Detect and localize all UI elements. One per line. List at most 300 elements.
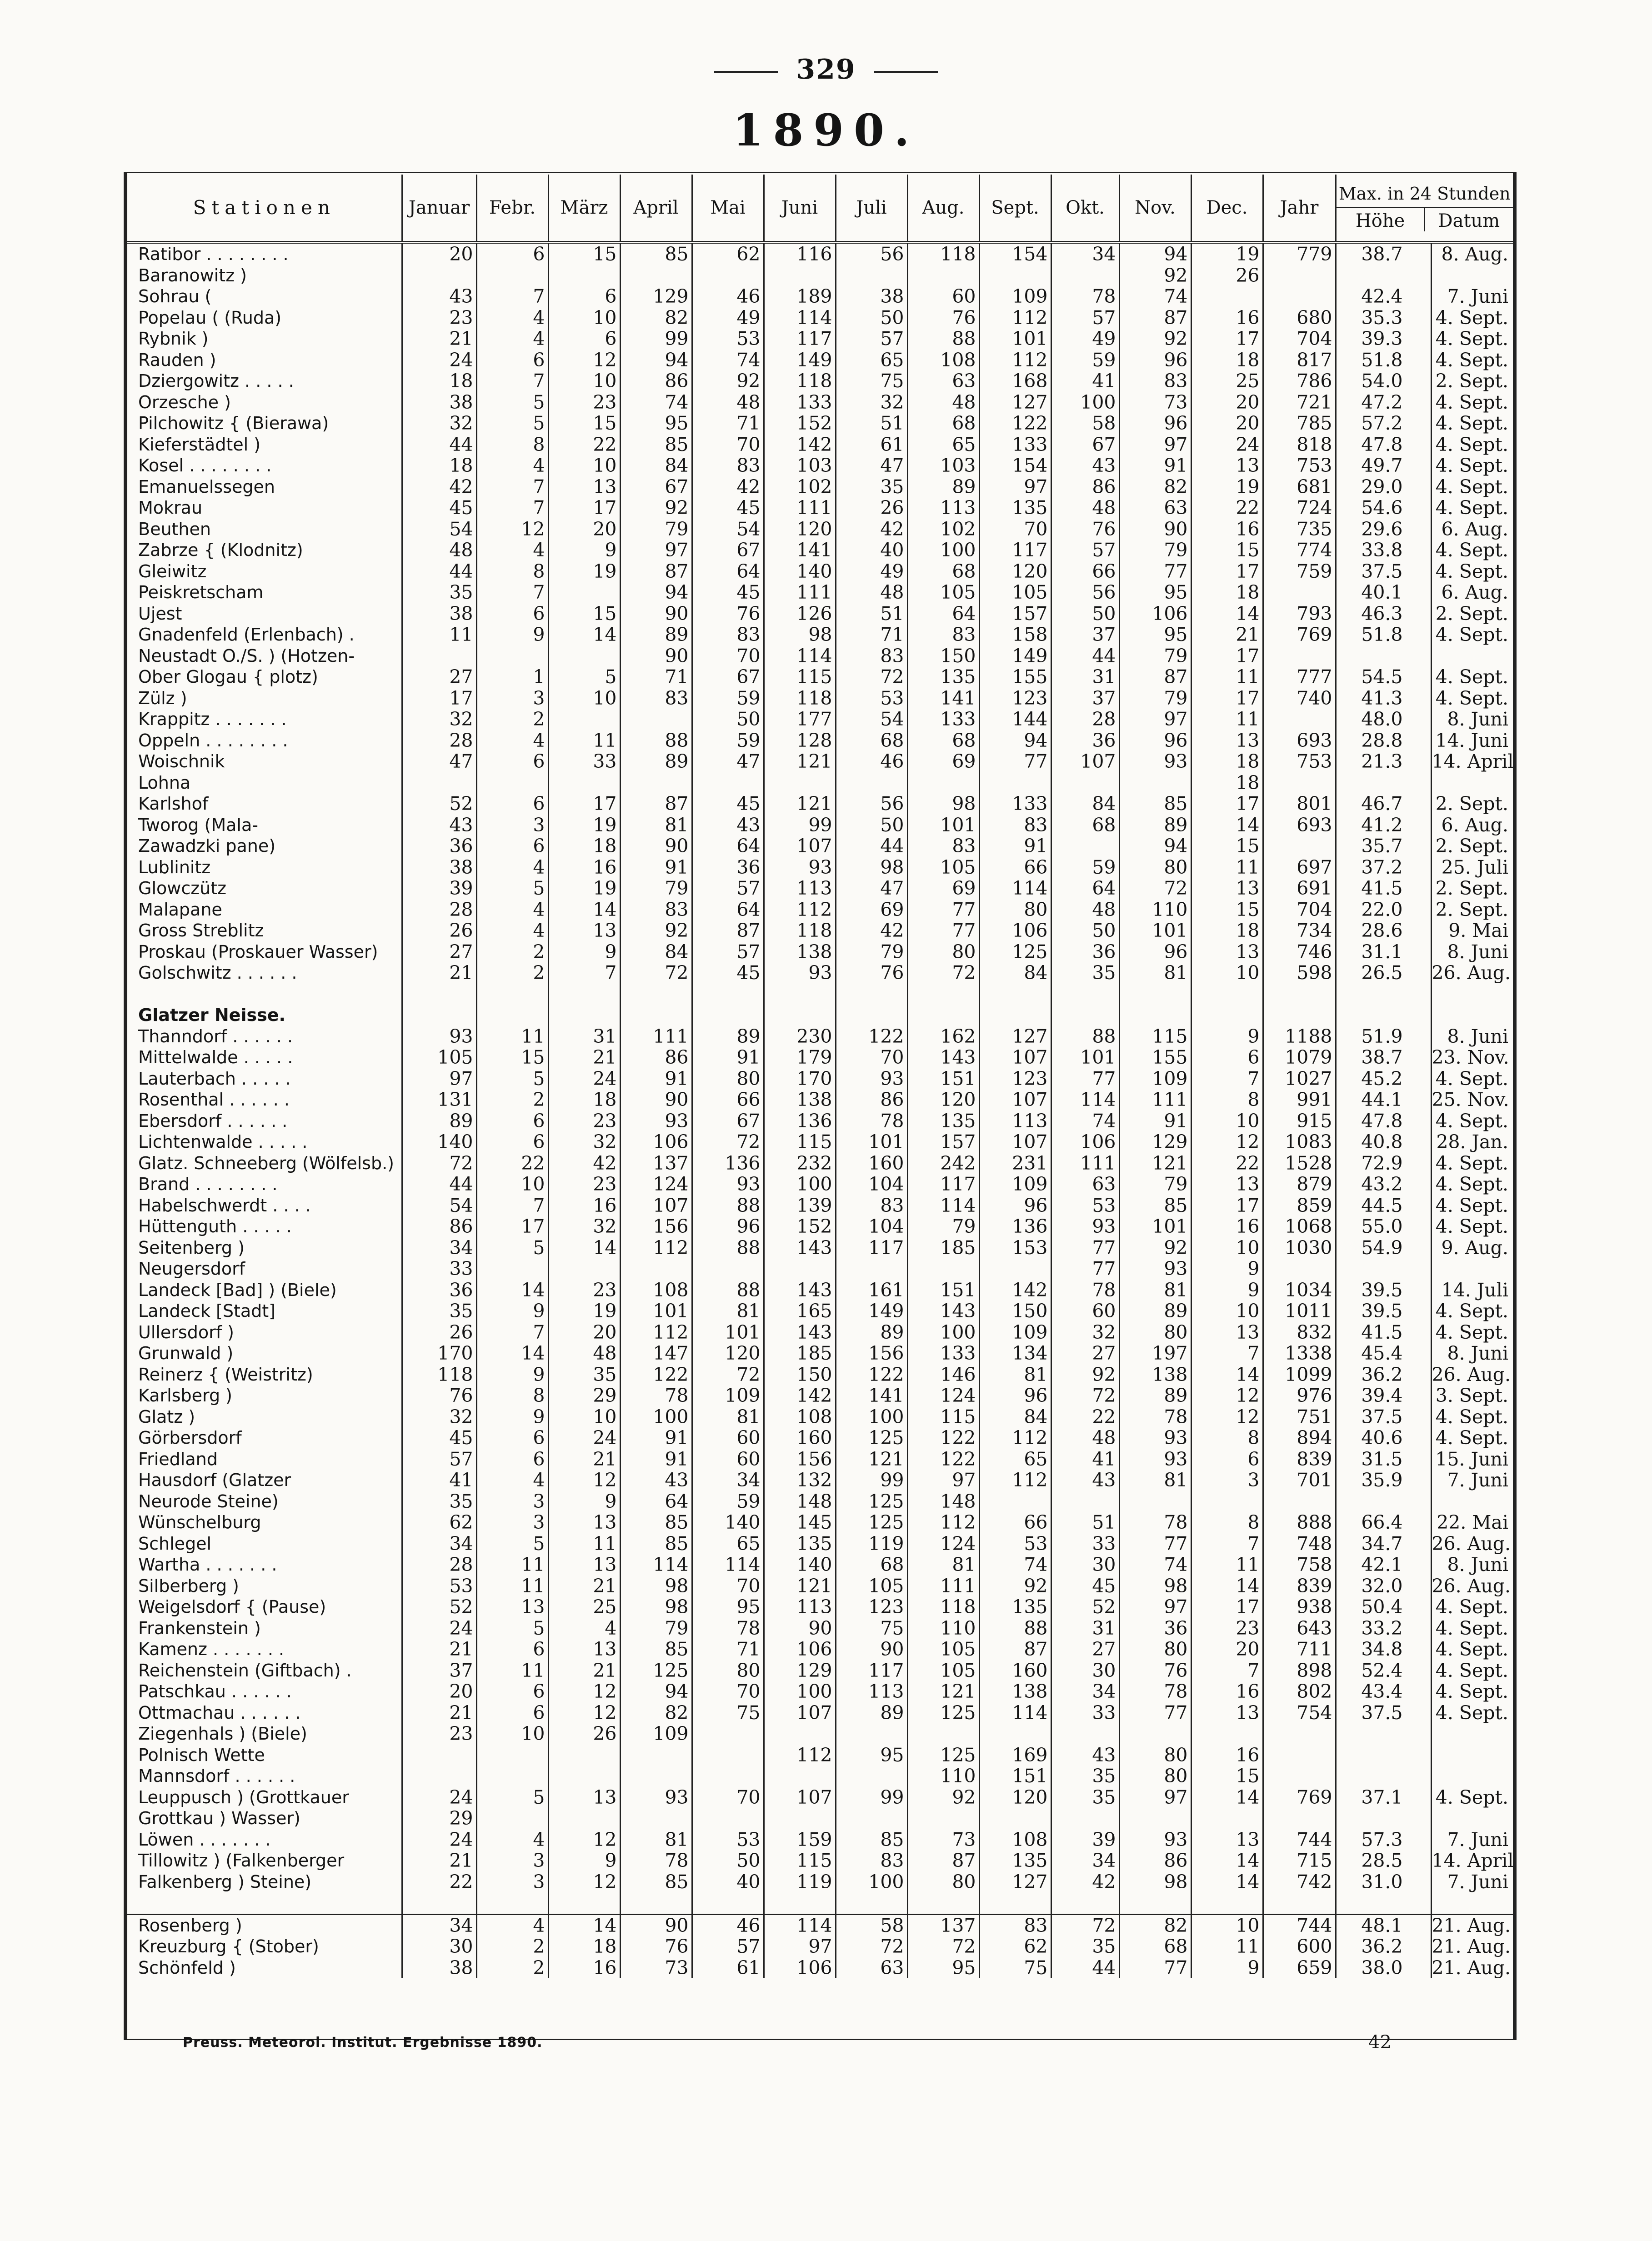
month-value-cell: 69 <box>836 899 907 920</box>
month-value-cell: 34 <box>1051 242 1119 265</box>
month-value-cell: 12 <box>1191 1385 1263 1406</box>
table-row <box>127 899 1513 920</box>
month-value-cell: 13 <box>548 1512 620 1533</box>
month-value-cell: 141 <box>764 540 836 561</box>
month-value-cell: 232 <box>764 1153 836 1174</box>
month-value-cell: 20 <box>548 1322 620 1343</box>
year-total-cell: 742 <box>1263 1871 1336 1893</box>
table-row <box>127 1364 1513 1386</box>
empty-cell <box>1336 1005 1431 1026</box>
month-value-cell <box>1119 1723 1191 1745</box>
month-value-cell: 112 <box>979 350 1051 371</box>
month-value-cell: 91 <box>620 1449 692 1470</box>
month-value-cell: 61 <box>836 434 907 455</box>
spacer-cell <box>764 984 836 1005</box>
month-value-cell: 109 <box>620 1723 692 1745</box>
table-row <box>127 1914 1513 1936</box>
month-value-cell: 12 <box>1191 1406 1263 1428</box>
header-month: Jahr <box>1263 175 1336 242</box>
month-value-cell: 97 <box>907 1470 979 1491</box>
month-value-cell: 21 <box>402 1850 476 1871</box>
month-value-cell: 135 <box>979 1596 1051 1618</box>
max-height-cell: 34.7 <box>1336 1533 1431 1555</box>
month-value-cell: 134 <box>979 1343 1051 1364</box>
month-value-cell: 18 <box>548 1089 620 1110</box>
month-value-cell: 54 <box>836 709 907 730</box>
month-value-cell: 83 <box>692 624 764 645</box>
max-date-cell: 7. Juni <box>1431 286 1513 307</box>
month-value-cell: 122 <box>979 413 1051 434</box>
month-value-cell: 150 <box>907 645 979 667</box>
month-value-cell: 35 <box>402 582 476 603</box>
month-value-cell: 42 <box>692 476 764 498</box>
month-value-cell <box>692 1808 764 1829</box>
station-name: Rosenberg ) <box>127 1914 402 1936</box>
month-value-cell <box>907 772 979 794</box>
month-value-cell: 79 <box>1119 688 1191 709</box>
month-value-cell: 125 <box>979 941 1051 963</box>
max-date-cell: 4. Sept. <box>1431 1110 1513 1132</box>
station-name: Leuppusch ) (Grottkauer <box>138 1787 349 1807</box>
month-value-cell: 20 <box>1191 413 1263 434</box>
table-row <box>127 1089 1513 1110</box>
station-name: Lublinitz <box>138 857 211 877</box>
max-height-cell: 43.4 <box>1336 1681 1431 1702</box>
month-value-cell: 70 <box>692 434 764 455</box>
month-value-cell: 138 <box>764 1089 836 1110</box>
month-value-cell: 85 <box>620 1512 692 1533</box>
month-value-cell: 141 <box>836 1385 907 1406</box>
month-value-cell: 170 <box>764 1068 836 1090</box>
month-value-cell: 7 <box>476 1322 548 1343</box>
header-max-title: Max. in 24 Stunden <box>1338 184 1511 204</box>
month-value-cell: 15 <box>548 413 620 434</box>
max-date-cell: 25. Nov. <box>1431 1089 1513 1110</box>
month-value-cell: 19 <box>548 815 620 836</box>
month-value-cell: 4 <box>476 899 548 920</box>
max-height-cell: 43.2 <box>1336 1174 1431 1195</box>
station-name: Popelau ( (Ruda) <box>138 307 282 328</box>
month-value-cell: 84 <box>979 1406 1051 1428</box>
station-name: Golschwitz . . . . . . <box>138 963 297 983</box>
month-value-cell: 88 <box>1051 1026 1119 1047</box>
month-value-cell: 50 <box>692 709 764 730</box>
month-value-cell: 46 <box>692 1914 764 1936</box>
month-value-cell: 38 <box>402 857 476 878</box>
month-value-cell: 66 <box>692 1089 764 1110</box>
year-total-cell: 817 <box>1263 350 1336 371</box>
month-value-cell: 112 <box>979 1470 1051 1491</box>
max-date-cell: 4. Sept. <box>1431 413 1513 434</box>
month-value-cell: 85 <box>620 434 692 455</box>
month-value-cell: 60 <box>907 286 979 307</box>
month-value-cell: 83 <box>1119 370 1191 392</box>
month-value-cell: 93 <box>764 962 836 984</box>
month-value-cell: 3 <box>476 1512 548 1533</box>
max-height-cell <box>1336 645 1431 667</box>
year-total-cell: 802 <box>1263 1681 1336 1702</box>
month-value-cell: 99 <box>836 1787 907 1808</box>
month-value-cell: 7 <box>476 286 548 307</box>
month-value-cell: 88 <box>692 1280 764 1301</box>
month-value-cell: 28 <box>1051 709 1119 730</box>
month-value-cell: 124 <box>620 1174 692 1195</box>
year-total-cell: 704 <box>1263 899 1336 920</box>
month-value-cell: 11 <box>1191 857 1263 878</box>
month-value-cell <box>1051 1491 1119 1512</box>
spacer-cell <box>692 1892 764 1914</box>
max-date-cell: 4. Sept. <box>1431 1153 1513 1174</box>
month-value-cell: 118 <box>764 688 836 709</box>
month-value-cell: 61 <box>692 1957 764 1979</box>
month-value-cell: 10 <box>1191 1237 1263 1259</box>
month-value-cell: 67 <box>692 540 764 561</box>
month-value-cell: 101 <box>907 815 979 836</box>
month-value-cell: 36 <box>1051 730 1119 751</box>
month-value-cell: 2 <box>476 1936 548 1957</box>
month-value-cell: 77 <box>1051 1237 1119 1259</box>
station-name: Landeck [Stadt] <box>138 1301 275 1321</box>
max-height-cell: 28.6 <box>1336 920 1431 941</box>
max-height-cell: 41.3 <box>1336 688 1431 709</box>
month-value-cell: 140 <box>692 1512 764 1533</box>
month-value-cell: 77 <box>1119 1702 1191 1724</box>
month-value-cell: 80 <box>692 1068 764 1090</box>
month-value-cell: 74 <box>979 1554 1051 1576</box>
month-value-cell: 14 <box>548 899 620 920</box>
max-height-cell: 28.8 <box>1336 730 1431 751</box>
month-value-cell: 93 <box>620 1110 692 1132</box>
max-date-cell <box>1431 265 1513 286</box>
empty-cell <box>979 1005 1051 1026</box>
month-value-cell: 35 <box>1051 1787 1119 1808</box>
month-value-cell: 97 <box>979 476 1051 498</box>
empty-cell <box>907 1005 979 1026</box>
month-value-cell: 148 <box>764 1491 836 1512</box>
station-name: Peiskretscham <box>138 582 264 603</box>
station-name: Dziergowitz . . . . . <box>138 371 294 391</box>
spacer-cell <box>907 984 979 1005</box>
month-value-cell <box>764 772 836 794</box>
max-date-cell: 28. Jan. <box>1431 1131 1513 1153</box>
max-height-cell: 34.8 <box>1336 1639 1431 1660</box>
month-value-cell: 92 <box>1119 328 1191 350</box>
max-height-cell: 44.1 <box>1336 1089 1431 1110</box>
month-value-cell: 230 <box>764 1026 836 1047</box>
station-name: Weigelsdorf { (Pause) <box>138 1597 326 1617</box>
month-value-cell: 4 <box>476 1470 548 1491</box>
month-value-cell: 53 <box>836 688 907 709</box>
month-value-cell: 3 <box>476 1871 548 1893</box>
month-value-cell: 20 <box>1191 1639 1263 1660</box>
month-value-cell: 4 <box>476 328 548 350</box>
year-total-cell: 1011 <box>1263 1301 1336 1322</box>
max-height-cell: 47.8 <box>1336 1110 1431 1132</box>
month-value-cell: 125 <box>907 1702 979 1724</box>
month-value-cell <box>402 1766 476 1787</box>
month-value-cell: 46 <box>692 286 764 307</box>
month-value-cell: 67 <box>1051 434 1119 455</box>
month-value-cell: 29 <box>402 1808 476 1829</box>
max-date-cell: 9. Mai <box>1431 920 1513 941</box>
max-date-cell: 4. Sept. <box>1431 1068 1513 1090</box>
month-value-cell: 111 <box>764 497 836 519</box>
month-value-cell: 12 <box>476 519 548 540</box>
year-total-cell: 759 <box>1263 561 1336 582</box>
month-value-cell: 74 <box>1119 1554 1191 1576</box>
month-value-cell: 81 <box>620 1829 692 1851</box>
month-value-cell: 45 <box>692 793 764 815</box>
station-name: Ottmachau . . . . . . <box>138 1702 301 1723</box>
month-value-cell: 9 <box>476 624 548 645</box>
table-row <box>127 603 1513 625</box>
month-value-cell: 49 <box>836 561 907 582</box>
month-value-cell: 83 <box>836 645 907 667</box>
month-value-cell: 90 <box>764 1618 836 1639</box>
month-value-cell: 65 <box>836 350 907 371</box>
month-value-cell: 60 <box>1051 1301 1119 1322</box>
page-number: 329 <box>0 54 1652 85</box>
month-value-cell: 35 <box>836 476 907 498</box>
month-value-cell: 19 <box>1191 476 1263 498</box>
month-value-cell: 70 <box>692 1681 764 1702</box>
month-value-cell: 6 <box>476 242 548 265</box>
month-value-cell: 32 <box>402 709 476 730</box>
month-value-cell: 72 <box>1051 1914 1119 1936</box>
month-value-cell: 66 <box>1051 561 1119 582</box>
month-value-cell: 2 <box>476 962 548 984</box>
month-value-cell: 6 <box>476 835 548 857</box>
month-value-cell: 15 <box>1191 540 1263 561</box>
month-value-cell: 105 <box>979 582 1051 603</box>
month-value-cell: 70 <box>836 1047 907 1068</box>
max-date-cell: 14. April <box>1432 750 1514 773</box>
month-value-cell: 83 <box>620 899 692 920</box>
month-value-cell: 98 <box>836 857 907 878</box>
month-value-cell: 45 <box>692 582 764 603</box>
month-value-cell: 95 <box>1119 582 1191 603</box>
station-name: Baranowitz ) <box>138 265 247 285</box>
month-value-cell: 30 <box>1051 1660 1119 1681</box>
station-name: Neugersdorf <box>138 1259 245 1279</box>
max-height-cell: 47.8 <box>1336 434 1431 455</box>
month-value-cell: 26 <box>548 1723 620 1745</box>
max-height-cell: 35.7 <box>1336 835 1431 857</box>
month-value-cell: 47 <box>692 751 764 772</box>
month-value-cell: 152 <box>764 413 836 434</box>
month-value-cell: 147 <box>620 1343 692 1364</box>
table-row <box>127 1131 1513 1153</box>
max-date-cell: 2. Sept. <box>1431 370 1513 392</box>
max-date-cell: 2. Sept. <box>1431 603 1513 625</box>
max-height-cell: 48.0 <box>1336 709 1431 730</box>
month-value-cell: 143 <box>907 1047 979 1068</box>
month-value-cell: 139 <box>764 1195 836 1216</box>
month-value-cell: 12 <box>548 1829 620 1851</box>
station-name: Emanuelssegen <box>138 476 275 497</box>
month-value-cell: 51 <box>1051 1512 1119 1533</box>
month-value-cell: 38 <box>402 603 476 625</box>
month-value-cell: 89 <box>1119 1385 1191 1406</box>
month-value-cell: 7 <box>476 497 548 519</box>
month-value-cell: 40 <box>836 540 907 561</box>
month-value-cell <box>1191 1723 1263 1745</box>
station-name: Oppeln . . . . . . . . <box>138 730 288 750</box>
year-total-cell: 701 <box>1263 1470 1336 1491</box>
max-date-cell: 4. Sept. <box>1431 307 1513 329</box>
table-row <box>127 1280 1513 1301</box>
month-value-cell: 30 <box>402 1936 476 1957</box>
month-value-cell: 18 <box>402 370 476 392</box>
month-value-cell: 35 <box>1051 1766 1119 1787</box>
month-value-cell: 71 <box>836 624 907 645</box>
month-value-cell: 145 <box>764 1512 836 1533</box>
month-value-cell: 12 <box>548 1470 620 1491</box>
max-height-cell: 37.5 <box>1336 1702 1431 1724</box>
table-row <box>127 1936 1513 1957</box>
month-value-cell: 84 <box>620 455 692 476</box>
month-value-cell: 33 <box>548 751 620 772</box>
month-value-cell: 9 <box>1191 1280 1263 1301</box>
month-value-cell <box>764 1808 836 1829</box>
max-height-cell: 33.2 <box>1336 1618 1431 1639</box>
month-value-cell: 85 <box>1119 793 1191 815</box>
month-value-cell: 15 <box>548 603 620 625</box>
month-value-cell: 111 <box>907 1576 979 1597</box>
year-total-cell <box>1263 286 1336 307</box>
month-value-cell: 45 <box>1051 1576 1119 1597</box>
month-value-cell: 112 <box>907 1512 979 1533</box>
spacer-cell <box>620 984 692 1005</box>
month-value-cell: 99 <box>764 815 836 836</box>
month-value-cell: 123 <box>836 1596 907 1618</box>
month-value-cell: 56 <box>1051 582 1119 603</box>
month-value-cell: 95 <box>1119 624 1191 645</box>
max-height-cell: 39.5 <box>1336 1280 1431 1301</box>
month-value-cell: 45 <box>692 497 764 519</box>
year-total-cell: 693 <box>1263 730 1336 751</box>
month-value-cell <box>620 265 692 286</box>
month-value-cell: 64 <box>692 899 764 920</box>
max-height-cell: 42.4 <box>1336 286 1431 307</box>
month-value-cell: 85 <box>620 1533 692 1555</box>
station-name: Falkenberg ) Steine) <box>138 1871 312 1892</box>
month-value-cell <box>476 1766 548 1787</box>
month-value-cell: 158 <box>979 624 1051 645</box>
month-value-cell: 93 <box>402 1026 476 1047</box>
table-row <box>127 1596 1513 1618</box>
month-value-cell: 50 <box>692 1850 764 1871</box>
year-total-cell: 746 <box>1263 941 1336 963</box>
table-row <box>127 835 1513 857</box>
station-name: Proskau (Proskauer Wasser) <box>138 941 378 962</box>
month-value-cell: 24 <box>402 1787 476 1808</box>
month-value-cell: 53 <box>692 328 764 350</box>
month-value-cell: 68 <box>1051 815 1119 836</box>
month-value-cell: 89 <box>620 624 692 645</box>
max-date-cell <box>1431 1723 1513 1745</box>
month-value-cell: 144 <box>979 709 1051 730</box>
month-value-cell: 35 <box>402 1491 476 1512</box>
month-value-cell: 81 <box>620 815 692 836</box>
month-value-cell: 20 <box>402 1681 476 1702</box>
month-value-cell: 9 <box>476 1406 548 1428</box>
table-row <box>127 1554 1513 1576</box>
station-name: Wünschelburg <box>138 1512 261 1533</box>
header-month: Dec. <box>1191 175 1263 242</box>
month-value-cell: 57 <box>692 1936 764 1957</box>
max-height-cell <box>1336 772 1431 794</box>
month-value-cell: 156 <box>764 1449 836 1470</box>
month-value-cell: 72 <box>1119 878 1191 899</box>
month-value-cell: 64 <box>1051 878 1119 899</box>
month-value-cell <box>548 1258 620 1280</box>
station-name: Ujest <box>138 603 182 624</box>
max-date-cell: 4. Sept. <box>1431 624 1513 645</box>
month-value-cell: 86 <box>1119 1850 1191 1871</box>
month-value-cell: 17 <box>1191 1596 1263 1618</box>
max-height-cell: 50.4 <box>1336 1596 1431 1618</box>
month-value-cell: 72 <box>907 962 979 984</box>
year-total-cell <box>1263 835 1336 857</box>
max-height-cell: 54.9 <box>1336 1237 1431 1259</box>
month-value-cell: 107 <box>764 1702 836 1724</box>
month-value-cell: 13 <box>1191 455 1263 476</box>
month-value-cell: 13 <box>1191 1829 1263 1851</box>
month-value-cell: 18 <box>1191 751 1263 772</box>
month-value-cell: 43 <box>402 815 476 836</box>
month-value-cell: 99 <box>620 328 692 350</box>
month-value-cell: 111 <box>1119 1089 1191 1110</box>
month-value-cell: 83 <box>907 835 979 857</box>
empty-cell <box>620 1005 692 1026</box>
month-value-cell: 3 <box>476 1850 548 1871</box>
month-value-cell: 13 <box>1191 1322 1263 1343</box>
header-row <box>127 175 1513 242</box>
month-value-cell <box>620 1258 692 1280</box>
year-total-cell: 1034 <box>1263 1280 1336 1301</box>
month-value-cell: 11 <box>476 1576 548 1597</box>
month-value-cell <box>620 1745 692 1766</box>
month-value-cell: 185 <box>764 1343 836 1364</box>
max-height-cell: 28.5 <box>1336 1850 1431 1871</box>
month-value-cell: 78 <box>1051 1280 1119 1301</box>
month-value-cell: 74 <box>1051 1110 1119 1132</box>
max-date-cell: 4. Sept. <box>1431 1174 1513 1195</box>
month-value-cell: 111 <box>1051 1153 1119 1174</box>
month-value-cell: 15 <box>548 242 620 265</box>
year-total-cell: 769 <box>1263 1787 1336 1808</box>
month-value-cell: 150 <box>764 1364 836 1386</box>
month-value-cell: 54 <box>402 519 476 540</box>
month-value-cell: 4 <box>548 1618 620 1639</box>
month-value-cell <box>1119 772 1191 794</box>
month-value-cell: 72 <box>692 1131 764 1153</box>
month-value-cell: 135 <box>907 666 979 688</box>
month-value-cell: 18 <box>1191 920 1263 941</box>
year-total-cell: 753 <box>1263 751 1336 772</box>
month-value-cell: 129 <box>764 1660 836 1681</box>
header-month: Juni <box>764 175 836 242</box>
month-value-cell: 27 <box>1051 1343 1119 1364</box>
month-value-cell: 82 <box>620 1702 692 1724</box>
month-value-cell: 6 <box>476 1110 548 1132</box>
month-value-cell: 68 <box>836 1554 907 1576</box>
max-height-cell: 46.3 <box>1336 603 1431 625</box>
max-height-cell <box>1336 1745 1431 1766</box>
month-value-cell: 15 <box>1191 1766 1263 1787</box>
month-value-cell: 91 <box>692 1047 764 1068</box>
